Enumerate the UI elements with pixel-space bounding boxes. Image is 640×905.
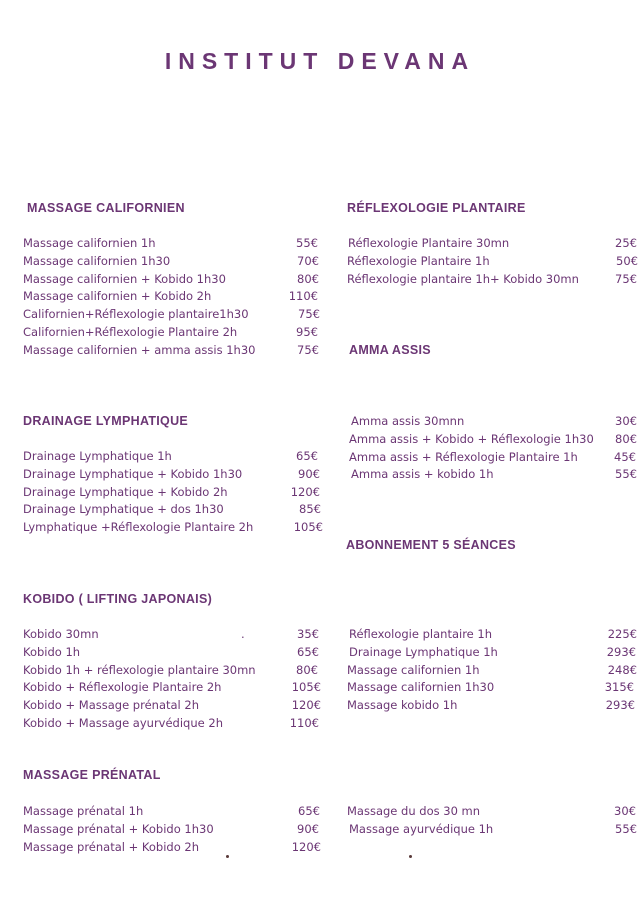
- decorative-dot: [409, 855, 412, 858]
- item-price: 110€: [289, 715, 319, 730]
- decorative-dot: [226, 855, 229, 858]
- item-name: Massage californien 1h: [23, 236, 156, 250]
- item-price: 80€: [296, 662, 318, 677]
- stray-period: .: [241, 627, 245, 641]
- item-name: Kobido 30mn: [23, 627, 99, 641]
- item-name: Massage californien 1h30: [23, 253, 171, 268]
- item-name: Kobido 1h: [23, 644, 81, 659]
- heading-abonnement-5-seances: ABONNEMENT 5 SÉANCES: [346, 538, 516, 552]
- item-price: 75€: [297, 342, 319, 357]
- heading-massage-prenatal: MASSAGE PRÉNATAL: [23, 768, 161, 782]
- item-price: 80€: [615, 431, 637, 446]
- item-price: 293€: [605, 698, 635, 713]
- item-price: 35€: [297, 627, 319, 641]
- item-price: 55€: [296, 236, 318, 250]
- item-price: 90€: [297, 821, 319, 836]
- item-name: Kobido + Massage ayurvédique 2h: [23, 715, 223, 730]
- item-name: Drainage Lymphatique + Kobido 2h: [23, 484, 228, 499]
- item-price: 95€: [296, 324, 318, 339]
- item-price: 25€: [615, 236, 637, 250]
- item-name: Drainage Lymphatique + Kobido 1h30: [23, 466, 243, 481]
- item-name: Massage californien 1h: [347, 662, 480, 677]
- item-name: Réflexologie plantaire 1h+ Kobido 30mn: [347, 271, 579, 286]
- heading-amma-assis: AMMA ASSIS: [349, 343, 431, 357]
- item-price: 120€: [290, 484, 320, 499]
- item-price: 80€: [297, 271, 319, 286]
- item-price: 55€: [615, 821, 637, 836]
- item-name: Amma assis 30mnn: [351, 414, 465, 428]
- item-price: 50€: [616, 253, 638, 268]
- item-name: Massage kobido 1h: [347, 698, 458, 713]
- item-price: 75€: [298, 307, 320, 322]
- item-name: Réflexologie Plantaire 30mn: [348, 236, 510, 250]
- item-price: 55€: [615, 467, 637, 482]
- item-name: Drainage Lymphatique 1h: [349, 644, 498, 659]
- item-price: 70€: [297, 253, 319, 268]
- item-name: Réflexologie Plantaire 1h: [347, 253, 490, 268]
- item-name: Massage prénatal + Kobido 1h30: [23, 821, 214, 836]
- item-name: Kobido + Massage prénatal 2h: [23, 698, 200, 713]
- page-title: INSTITUT DEVANA: [164, 48, 476, 74]
- item-name: Drainage Lymphatique 1h: [23, 449, 172, 463]
- item-name: Californien+Réflexologie plantaire1h30: [23, 307, 249, 322]
- item-price: 293€: [606, 644, 636, 659]
- item-name: Kobido + Réflexologie Plantaire 2h: [23, 680, 222, 695]
- item-price: 85€: [299, 502, 321, 517]
- item-price: 75€: [615, 271, 637, 286]
- item-name: Réflexologie plantaire 1h: [349, 627, 493, 641]
- item-price: 65€: [296, 449, 318, 463]
- item-name: Massage prénatal 1h: [23, 804, 144, 818]
- item-name: Amma assis + Kobido + Réflexologie 1h30: [349, 431, 594, 446]
- item-price: 120€: [291, 698, 321, 713]
- item-price: 65€: [297, 644, 319, 659]
- item-price: 90€: [298, 466, 320, 481]
- item-price: 120€: [291, 839, 321, 854]
- item-price: 225€: [607, 627, 637, 641]
- item-name: Massage californien + Kobido 1h30: [23, 271, 226, 286]
- item-name: Lymphatique +Réflexologie Plantaire 2h: [23, 520, 254, 535]
- item-name: Massage ayurvédique 1h: [349, 821, 494, 836]
- item-name: Massage californien + amma assis 1h30: [23, 342, 256, 357]
- item-name: Kobido 1h + réflexologie plantaire 30mn: [23, 662, 256, 677]
- item-name: Drainage Lymphatique + dos 1h30: [23, 502, 224, 517]
- item-name: Amma assis + kobido 1h: [351, 467, 494, 482]
- item-name: Californien+Réflexologie Plantaire 2h: [23, 324, 238, 339]
- item-name: Massage californien 1h30: [347, 680, 495, 695]
- item-name: Amma assis + Réflexologie Plantaire 1h: [349, 449, 578, 464]
- item-price: 65€: [298, 804, 320, 818]
- item-price: 315€: [604, 680, 634, 695]
- item-price: 30€: [615, 414, 637, 428]
- heading-drainage-lymphatique: DRAINAGE LYMPHATIQUE: [23, 414, 189, 428]
- item-price: 105€: [291, 680, 321, 695]
- item-price: 105€: [293, 520, 323, 535]
- item-name: Massage californien + Kobido 2h: [23, 289, 212, 304]
- item-price: 110€: [288, 289, 318, 304]
- item-price: 30€: [614, 804, 636, 818]
- heading-kobido: KOBIDO ( LIFTING JAPONAIS): [23, 592, 213, 606]
- item-name: Massage du dos 30 mn: [347, 804, 481, 818]
- heading-reflexologie-plantaire: RÉFLEXOLOGIE PLANTAIRE: [347, 201, 526, 215]
- item-name: Massage prénatal + Kobido 2h: [23, 839, 200, 854]
- item-price: 248€: [607, 662, 637, 677]
- item-price: 45€: [614, 449, 636, 464]
- heading-massage-californien: MASSAGE CALIFORNIEN: [27, 201, 185, 215]
